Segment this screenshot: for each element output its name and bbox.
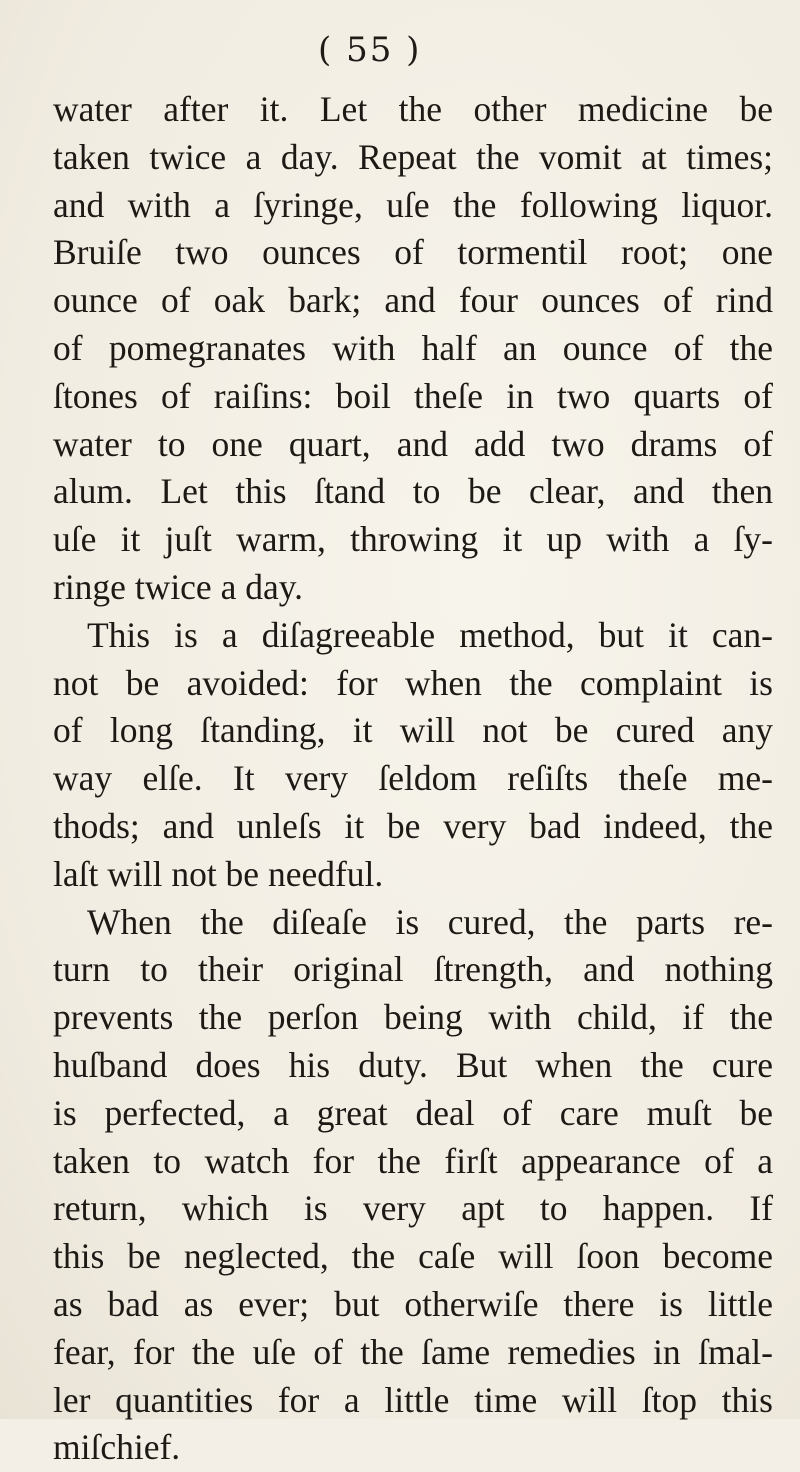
text-line: ringe twice a day. — [53, 566, 304, 607]
text-line: ler quantities for a little time will ſtop this — [53, 1379, 773, 1420]
page-number: ( 55 ) — [318, 30, 422, 70]
text-line: prevents the perſon being with child, if the — [53, 997, 773, 1038]
text-line: fear, for the uſe of the ſame remedies in ſmal- — [53, 1331, 773, 1372]
text-line: ounce of oak bark; and four ounces of rind — [53, 280, 773, 321]
text-line: laſt will not be needful. — [53, 853, 384, 894]
text-line: taken twice a day. Repeat the vomit at times; — [53, 136, 773, 177]
text-line: of pomegranates with half an ounce of the — [53, 327, 773, 368]
text-line: is perfected, a great deal of care muſt be — [53, 1092, 773, 1133]
text-line: thods; and unleſs it be very bad indeed, the — [53, 805, 773, 846]
text-line: Bruiſe two ounces of tormentil root; one — [53, 232, 773, 273]
text-line: not be avoided: for when the complaint is — [53, 662, 773, 703]
text-line: miſchief. — [53, 1427, 181, 1468]
text-line: huſband does his duty. But when the cure — [53, 1044, 773, 1085]
text-line: alum. Let this ſtand to be clear, and then — [53, 471, 773, 512]
text-line: water to one quart, and add two drams of — [53, 423, 773, 464]
text-line: and with a ſyringe, uſe the following liquor. — [53, 184, 773, 225]
text-line: this be neglected, the caſe will ſoon become — [53, 1236, 773, 1277]
text-line: of long ſtanding, it will not be cured any — [53, 710, 773, 751]
text-line: ſtones of raiſins: boil theſe in two quarts of — [53, 375, 773, 416]
text-line: water after it. Let the other medicine be — [53, 89, 773, 129]
text-line: way elſe. It very ſeldom reſiſts theſe me- — [53, 758, 773, 799]
text-line: This is a diſagreeable method, but it can- — [87, 614, 773, 655]
text-line: turn to their original ſtrength, and nothing — [53, 949, 773, 990]
text-line: When the diſeaſe is cured, the parts re- — [87, 901, 773, 942]
text-line: taken to watch for the firſt appearance of a — [53, 1140, 773, 1181]
text-line: return, which is very apt to happen. If — [53, 1188, 773, 1229]
text-line: uſe it juſt warm, throwing it up with a ſy- — [53, 519, 773, 560]
body-text — [53, 86, 773, 1472]
text-line: as bad as ever; but otherwiſe there is little — [53, 1283, 773, 1324]
